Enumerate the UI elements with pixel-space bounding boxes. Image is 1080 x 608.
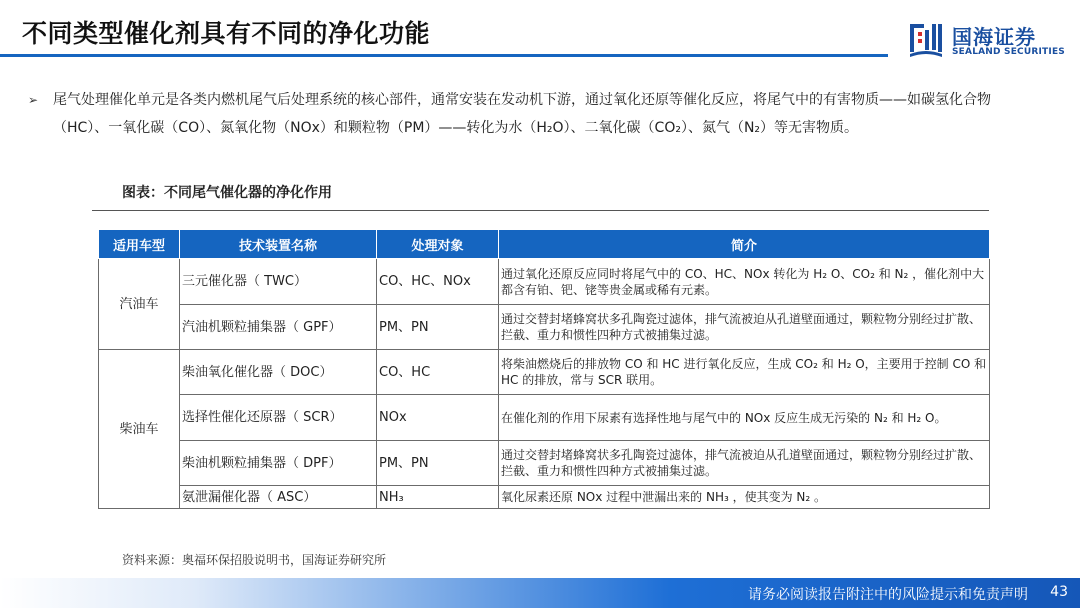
table-header-row — [99, 230, 990, 259]
device-name-cell: 氨泄漏催化器（ ASC） — [180, 486, 377, 509]
page-number: 43 — [1050, 584, 1068, 600]
target-cell: CO、HC、NOx — [377, 259, 499, 305]
description-cell: 将柴油燃烧后的排放物 CO 和 HC 进行氧化反应，生成 CO₂ 和 H₂ O，主要用于控制 CO 和 HC 的排放，常与 SCR 联用。 — [499, 350, 990, 395]
target-cell: PM、PN — [377, 441, 499, 486]
sealand-logo-icon — [908, 20, 944, 58]
source-note: 资料来源：奥福环保招股说明书，国海证券研究所 — [122, 553, 387, 567]
device-name-cell: 柴油机颗粒捕集器（ DPF） — [180, 441, 377, 486]
device-name-cell: 三元催化器（ TWC） — [180, 259, 377, 305]
device-name-cell: 选择性催化还原器（ SCR） — [180, 395, 377, 441]
bullet-paragraph: 尾气处理催化单元是各类内燃机尾气后处理系统的核心部件，通常安装在发动机下游，通过氧化还原等催化反应，将尾气中的有害物质——如碳氢化合物（HC）、一氧化碳（CO）、氮氧化物（NOx）和颗粒物（PM）——转化为水（H₂O）、二氧化碳（CO₂）、氮气（N₂）等无害物质。 — [53, 92, 991, 136]
catalyst-table — [98, 229, 990, 509]
figure-title-rule — [92, 210, 989, 211]
logo-chinese-text: 国海证券 — [952, 25, 1036, 49]
title-underline — [0, 54, 888, 57]
vehicle-type-cell: 柴油车 — [99, 350, 180, 509]
page-title: 不同类型催化剂具有不同的净化功能 — [22, 19, 431, 48]
logo-english-text: SEALAND SECURITIES — [952, 47, 1065, 57]
figure-title: 图表：不同尾气催化器的净化作用 — [122, 185, 332, 201]
table-row — [99, 259, 990, 305]
vehicle-type-cell: 汽油车 — [99, 259, 180, 350]
table-row — [99, 395, 990, 441]
bullet-arrow-icon: ➢ — [28, 93, 39, 107]
disclaimer-text: 请务必阅读报告附注中的风险提示和免责声明 — [748, 587, 1028, 603]
table-row — [99, 486, 990, 509]
column-header: 简介 — [499, 230, 990, 259]
description-cell: 通过交替封堵蜂窝状多孔陶瓷过滤体，排气流被迫从孔道壁面通过，颗粒物分别经过扩散、拦截、重力和惯性四种方式被捕集过滤。 — [499, 441, 990, 486]
column-header: 技术装置名称 — [180, 230, 377, 259]
target-cell: CO、HC — [377, 350, 499, 395]
column-header: 处理对象 — [377, 230, 499, 259]
table-row — [99, 350, 990, 395]
description-cell: 氧化尿素还原 NOx 过程中泄漏出来的 NH₃ ，使其变为 N₂ 。 — [499, 486, 990, 509]
table-row — [99, 305, 990, 350]
table-row — [99, 441, 990, 486]
description-cell: 通过氧化还原反应同时将尾气中的 CO、HC、NOx 转化为 H₂ O、CO₂ 和 N₂ ，催化剂中大都含有铂、钯、铑等贵金属或稀有元素。 — [499, 259, 990, 305]
description-cell: 在催化剂的作用下尿素有选择性地与尾气中的 NOx 反应生成无污染的 N₂ 和 H₂ O。 — [499, 395, 990, 441]
column-header: 适用车型 — [99, 230, 180, 259]
target-cell: NH₃ — [377, 486, 499, 509]
target-cell: PM、PN — [377, 305, 499, 350]
device-name-cell: 柴油氧化催化器（ DOC） — [180, 350, 377, 395]
device-name-cell: 汽油机颗粒捕集器（ GPF） — [180, 305, 377, 350]
footer-bar — [0, 578, 1080, 608]
company-logo — [908, 20, 1068, 60]
target-cell: NOx — [377, 395, 499, 441]
description-cell: 通过交替封堵蜂窝状多孔陶瓷过滤体，排气流被迫从孔道壁面通过，颗粒物分别经过扩散、拦截、重力和惯性四种方式被捕集过滤。 — [499, 305, 990, 350]
